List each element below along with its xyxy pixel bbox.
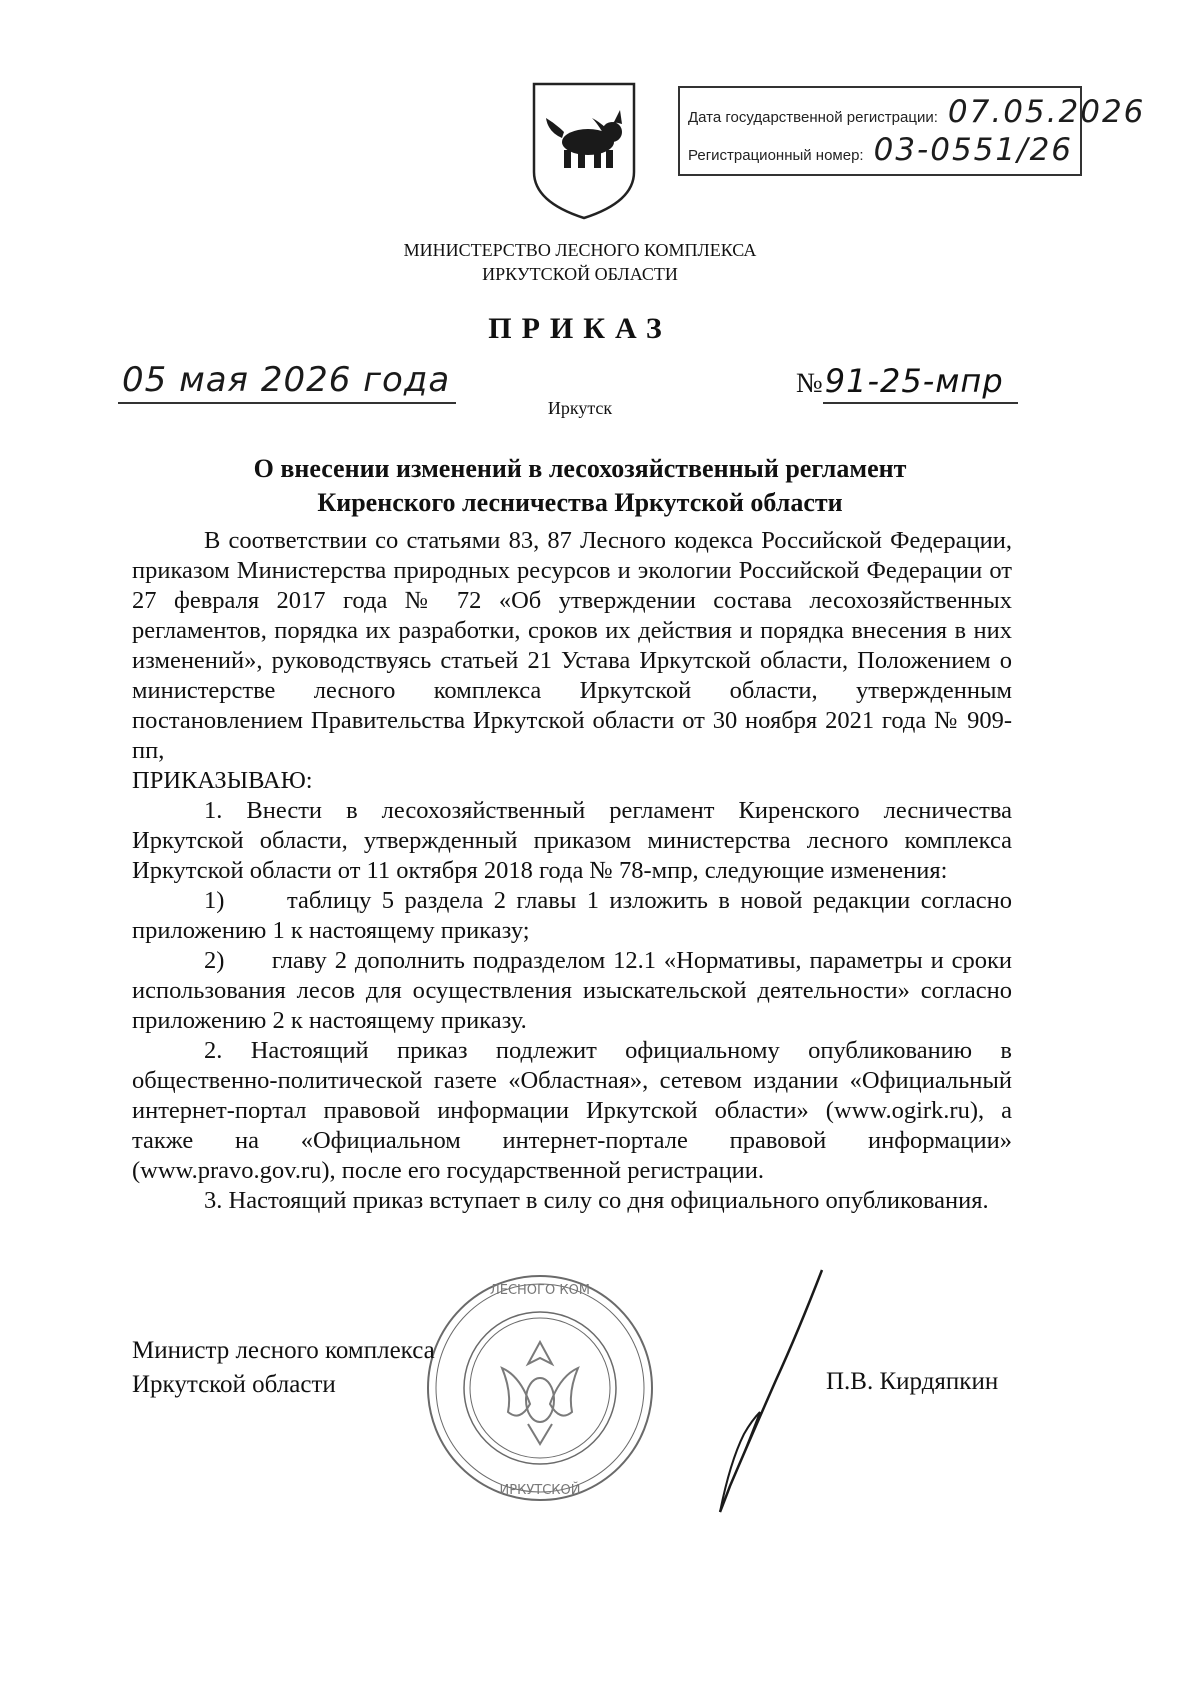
coat-of-arms-emblem bbox=[528, 80, 640, 220]
registration-date-value: 07.05.2026 bbox=[947, 94, 1146, 130]
official-seal bbox=[424, 1272, 656, 1504]
signatory-name: П.В. Кирдяпкин bbox=[826, 1368, 999, 1395]
registration-stamp bbox=[678, 86, 1146, 176]
order-number-value: 91-25-мпр bbox=[823, 362, 1018, 404]
point-2: 2. Настоящий приказ подлежит официальному опубликованию в общественно-политической газете «Областная», сетевом издании «Официальный интернет-портал правовой информации Иркутской области» (www.ogirk.ru), а также на «Официальном интернет-портале правовой информации» (www.pravo.gov.ru), после его государственной регистрации. bbox=[132, 1037, 1012, 1184]
preamble-paragraph: В соответствии со статьями 83, 87 Лесного кодекса Российской Федерации, приказом Министерства природных ресурсов и экологии Российской Федерации от 27 февраля 2017 года № 72 «Об утверждении состава лесохозяйственных регламентов, порядка их разработки, сроков их действия и порядка внесения в них изменений», руководствуясь статьей 21 Устава Иркутской области, Положением о министерстве лесного комплекса Иркутской области, утвержденным постановлением Правительства Иркутской области от 30 ноября 2021 года № 909-пп, bbox=[132, 527, 1012, 764]
order-number-prefix: № bbox=[796, 368, 823, 399]
order-word: ПРИКАЗЫВАЮ: bbox=[132, 767, 313, 794]
registration-date-row bbox=[688, 94, 1146, 132]
order-body bbox=[132, 526, 1012, 1216]
order-title bbox=[160, 452, 1000, 520]
svg-text:ИРКУТСКОЙ: ИРКУТСКОЙ bbox=[499, 1483, 581, 1498]
signatory-position-line1: Министр лесного комплекса bbox=[132, 1337, 435, 1364]
registration-date-label: Дата государственной регистрации: bbox=[688, 109, 938, 126]
subpoint-1: 1) таблицу 5 раздела 2 главы 1 изложить в новой редакции согласно приложению 1 к настоящему приказу; bbox=[132, 887, 1012, 944]
subpoint-2: 2) главу 2 дополнить подразделом 12.1 «Нормативы, параметры и сроки использования лесов для осуществления изыскательской деятельности» согласно приложению 2 к настоящему приказу. bbox=[132, 947, 1012, 1034]
registration-number-row bbox=[688, 132, 1072, 170]
ministry-name-line2: ИРКУТСКОЙ ОБЛАСТИ bbox=[482, 264, 678, 284]
document-type-heading: ПРИКАЗ bbox=[488, 312, 672, 345]
order-number bbox=[796, 362, 1018, 400]
order-date: 05 мая 2026 года bbox=[118, 360, 456, 404]
registration-number-label: Регистрационный номер: bbox=[688, 147, 864, 164]
signatory-position bbox=[132, 1334, 435, 1402]
svg-text:ЛЕСНОГО КОМ: ЛЕСНОГО КОМ bbox=[489, 1283, 591, 1298]
signatory-position-line2: Иркутской области bbox=[132, 1371, 336, 1398]
ministry-name-line1: МИНИСТЕРСТВО ЛЕСНОГО КОМПЛЕКСА bbox=[403, 240, 757, 260]
point-1: 1. Внести в лесохозяйственный регламент Киренского лесничества Иркутской области, утвержденный приказом министерства лесного комплекса Иркутской области от 11 октября 2018 года № 78-мпр, следующие изменения: bbox=[132, 797, 1012, 884]
registration-number-value: 03-0551/26 bbox=[873, 132, 1074, 168]
point-3: 3. Настоящий приказ вступает в силу со дня официального опубликования. bbox=[204, 1187, 989, 1214]
order-title-line2: Киренского лесничества Иркутской области bbox=[317, 488, 843, 517]
order-city: Иркутск bbox=[547, 398, 613, 418]
order-title-line1: О внесении изменений в лесохозяйственный регламент bbox=[253, 454, 907, 483]
